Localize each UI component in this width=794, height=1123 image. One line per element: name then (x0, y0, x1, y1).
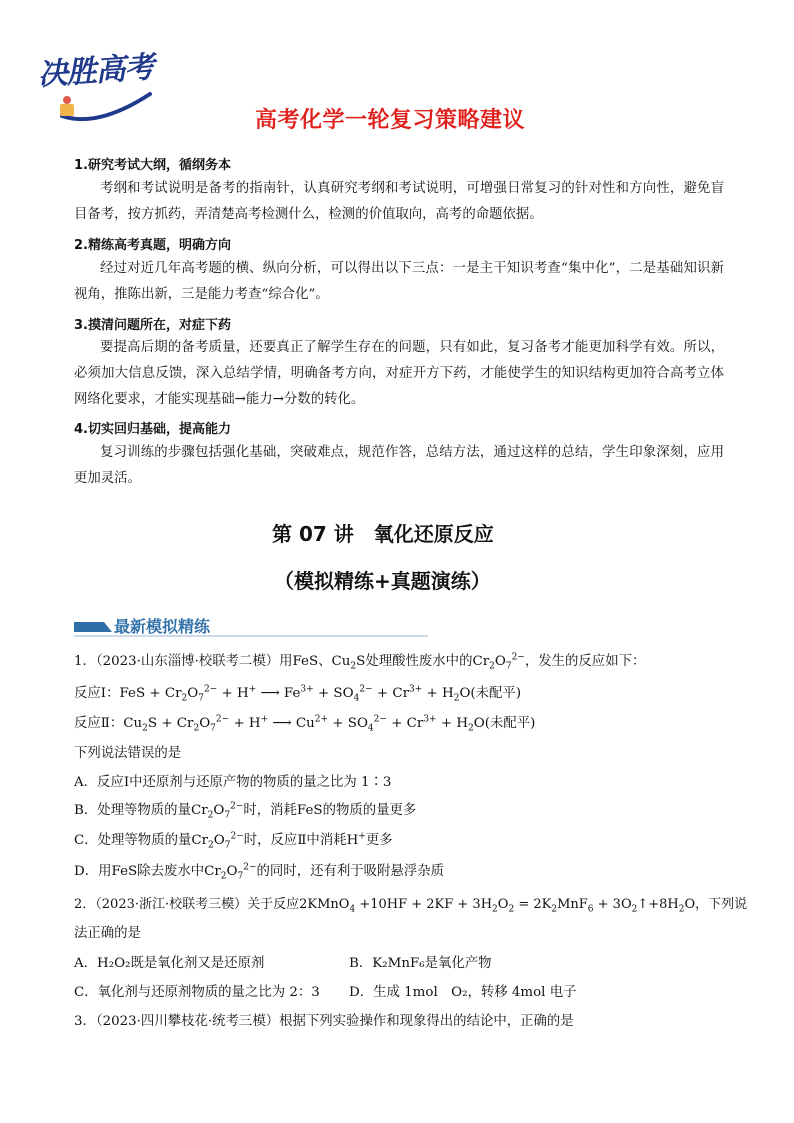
brand-logo (36, 50, 160, 132)
q1-option-b: B．处理等物质的量$Cr_2O_7^{2-}$时，消耗FeS的物质的量更多 (74, 801, 417, 821)
q1-question: 下列说法错误的是 (74, 746, 182, 761)
banner-label: 最新模拟精练 (114, 617, 211, 636)
section-heading-2: 2.精练高考真题，明确方向 (74, 238, 231, 253)
lecture-title: 第 07 讲 氧化还原反应 (272, 522, 494, 546)
q1-reaction-1: 反应Ⅰ：FeS + $Cr_2O_7^{2-} + H^+$ ⟶ $Fe^{3+} + SO_4^{2-} + Cr^{3+} + H_2O$(未配平) (74, 684, 522, 704)
q2-option-c: C．氧化剂与还原剂物质的量之比为 2：3 (74, 985, 320, 1000)
q1-option-d: D．用FeS除去废水中$Cr_2O_7^{2-}$的同时，还有利于吸附悬浮杂质 (74, 862, 444, 882)
logo-swoosh-icon (58, 88, 154, 128)
q1-reaction-2: 反应Ⅱ：$Cu_2S + Cr_2O_7^{2-} + H^+$ ⟶ $Cu^{2+} + SO_4^{2-} + Cr^{3+} + H_2O$(未配平) (74, 714, 536, 734)
section-heading-4: 4.切实回归基础，提高能力 (74, 422, 231, 437)
q2-stem: 2．（2023·浙江·校联考三模）关于反应2KMnO$_4$ $+10HF + 2KF + 3H_2O_2 = 2K_2MnF_6$ + $3O_2↑+8H_2O$，下列说 (74, 897, 748, 915)
document-title: 高考化学一轮复习策略建议 (255, 108, 526, 133)
section-heading-1: 1.研究考试大纲，循纲务本 (74, 158, 231, 173)
section-body-1: 考纲和考试说明是备考的指南针，认真研究考纲和考试说明，可增强日常复习的针对性和方向性，避免盲目备考，按方抓药，弄清楚高考检测什么，检测的价值取向，高考的命题依据。 (74, 181, 724, 222)
section-heading-3: 3.摸清问题所在，对症下药 (74, 318, 231, 333)
lecture-subtitle: （模拟精练+真题演练） (274, 569, 491, 593)
q3-stem: 3．（2023·四川攀枝花·统考三模）根据下列实验操作和现象得出的结论中，正确的是 (74, 1014, 574, 1029)
q2-stem-line2: 法正确的是 (74, 926, 141, 941)
section-body-3: 要提高后期的备考质量，还要真正了解学生存在的问题，只有如此，复习备考才能更加科学有效。所以，必须加大信息反馈，深入总结学情，明确备考方向，对症开方下药，才能使学生的知识结构更加符合高考立体网络化要求，才能实现基础→能力→分数的转化。 (74, 340, 724, 407)
section-body-4: 复习训练的步骤包括强化基础，突破难点，规范作答，总结方法，通过这样的总结，学生印象深刻，应用更加灵活。 (74, 445, 724, 486)
q1-option-a: A．反应Ⅰ中还原剂与还原产物的物质的量之比为 1∶3 (74, 775, 392, 790)
logo-text: 决胜高考 (36, 49, 155, 93)
q2-option-b: B．K₂MnF₆是氧化产物 (349, 956, 492, 971)
q2-option-a: A．H₂O₂既是氧化剂又是还原剂 (74, 956, 265, 971)
q1-option-c: C．处理等物质的量$Cr_2O_7^{2-}$时，反应Ⅱ中消耗H+更多 (74, 831, 393, 851)
q2-option-d: D．生成 1mol O₂，转移 4mol 电子 (349, 985, 577, 1000)
section-body-2: 经过对近几年高考题的横、纵向分析，可以得出以下三点：一是主干知识考查“集中化”，二是基础知识新视角，推陈出新，三是能力考查“综合化”。 (74, 261, 724, 302)
q1-stem: 1．（2023·山东淄博·校联考二模）用FeS、$Cu_2S$处理酸性废水中的$Cr_2O_7^{2-}$，发生的反应如下： (74, 652, 646, 672)
